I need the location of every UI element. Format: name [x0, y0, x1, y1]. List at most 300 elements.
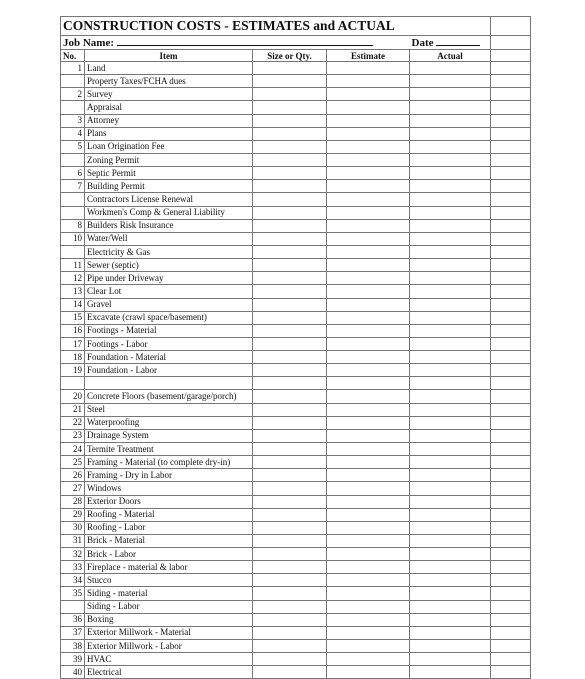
size-qty-cell[interactable] — [253, 548, 327, 561]
extra-cell[interactable] — [491, 600, 531, 613]
size-qty-cell[interactable] — [253, 561, 327, 574]
extra-cell[interactable] — [491, 259, 531, 272]
actual-cell[interactable] — [410, 600, 491, 613]
actual-cell[interactable] — [410, 403, 491, 416]
table-row — [61, 640, 531, 653]
estimate-cell[interactable] — [327, 508, 410, 521]
extra-cell[interactable] — [491, 193, 531, 206]
table-row — [61, 469, 531, 482]
estimate-cell[interactable] — [327, 232, 410, 245]
estimate-cell[interactable] — [327, 561, 410, 574]
row-item: Land — [85, 62, 253, 75]
estimate-cell[interactable] — [327, 324, 410, 337]
extra-cell[interactable] — [491, 495, 531, 508]
extra-cell[interactable] — [491, 311, 531, 324]
estimate-cell[interactable] — [327, 442, 410, 455]
size-qty-cell[interactable] — [253, 390, 327, 403]
row-item: Footings - Material — [85, 324, 253, 337]
actual-cell[interactable] — [410, 101, 491, 114]
size-qty-cell[interactable] — [253, 245, 327, 258]
size-qty-cell[interactable] — [253, 311, 327, 324]
size-qty-cell[interactable] — [253, 75, 327, 88]
size-qty-cell[interactable] — [253, 626, 327, 639]
row-item: Electricity & Gas — [85, 245, 253, 258]
actual-cell[interactable] — [410, 337, 491, 350]
row-number: 7 — [61, 180, 85, 193]
row-item: Foundation - Material — [85, 351, 253, 364]
actual-cell[interactable] — [410, 351, 491, 364]
actual-cell[interactable] — [410, 75, 491, 88]
table-row — [61, 534, 531, 547]
extra-cell[interactable] — [491, 114, 531, 127]
job-name-label: Job Name: — [63, 37, 115, 49]
row-number: 26 — [61, 469, 85, 482]
size-qty-cell[interactable] — [253, 62, 327, 75]
estimate-cell[interactable] — [327, 101, 410, 114]
size-qty-cell[interactable] — [253, 219, 327, 232]
row-number: 40 — [61, 666, 85, 679]
estimate-cell[interactable] — [327, 75, 410, 88]
table-row — [61, 232, 531, 245]
estimate-cell[interactable] — [327, 311, 410, 324]
actual-cell[interactable] — [410, 429, 491, 442]
extra-cell[interactable] — [491, 62, 531, 75]
estimate-cell[interactable] — [327, 88, 410, 101]
size-qty-cell[interactable] — [253, 442, 327, 455]
actual-cell[interactable] — [410, 193, 491, 206]
extra-cell[interactable] — [491, 232, 531, 245]
table-row — [61, 180, 531, 193]
row-item: Building Permit — [85, 180, 253, 193]
size-qty-cell[interactable] — [253, 298, 327, 311]
size-qty-cell[interactable] — [253, 403, 327, 416]
table-row — [61, 442, 531, 455]
estimate-cell[interactable] — [327, 272, 410, 285]
row-item: Survey — [85, 88, 253, 101]
extra-cell[interactable] — [491, 377, 531, 390]
estimate-cell[interactable] — [327, 456, 410, 469]
size-qty-cell[interactable] — [253, 193, 327, 206]
table-row — [61, 495, 531, 508]
table-row — [61, 587, 531, 600]
size-qty-cell[interactable] — [253, 587, 327, 600]
table-row — [61, 140, 531, 153]
row-number: 14 — [61, 298, 85, 311]
actual-cell[interactable] — [410, 88, 491, 101]
size-qty-cell[interactable] — [253, 469, 327, 482]
estimate-cell[interactable] — [327, 666, 410, 679]
row-number — [61, 193, 85, 206]
estimate-cell[interactable] — [327, 285, 410, 298]
header-size: Size or Qty. — [253, 50, 327, 62]
table-row — [61, 626, 531, 639]
table-row — [61, 298, 531, 311]
estimate-cell[interactable] — [327, 298, 410, 311]
table-row — [61, 521, 531, 534]
row-item: Electrical — [85, 666, 253, 679]
date-cell[interactable] — [410, 36, 491, 50]
size-qty-cell[interactable] — [253, 666, 327, 679]
actual-cell[interactable] — [410, 548, 491, 561]
estimate-cell[interactable] — [327, 206, 410, 219]
table-row — [61, 167, 531, 180]
size-qty-cell[interactable] — [253, 364, 327, 377]
table-row — [61, 285, 531, 298]
row-number: 19 — [61, 364, 85, 377]
actual-cell[interactable] — [410, 298, 491, 311]
table-row — [61, 311, 531, 324]
estimate-cell[interactable] — [327, 613, 410, 626]
row-item: Siding - material — [85, 587, 253, 600]
row-item: Sewer (septic) — [85, 259, 253, 272]
row-item: Clear Lot — [85, 285, 253, 298]
row-number — [61, 377, 85, 390]
extra-cell[interactable] — [491, 324, 531, 337]
table-row — [61, 429, 531, 442]
row-number — [61, 153, 85, 166]
row-item: Zoning Permit — [85, 153, 253, 166]
estimate-cell[interactable] — [327, 114, 410, 127]
extra-cell[interactable] — [491, 101, 531, 114]
table-row — [61, 153, 531, 166]
extra-cell[interactable] — [491, 127, 531, 140]
actual-cell[interactable] — [410, 127, 491, 140]
row-item: Boxing — [85, 613, 253, 626]
size-qty-cell[interactable] — [253, 153, 327, 166]
row-item: Termite Treatment — [85, 442, 253, 455]
row-number: 1 — [61, 62, 85, 75]
estimate-cell[interactable] — [327, 377, 410, 390]
extra-cell[interactable] — [491, 403, 531, 416]
table-row — [61, 219, 531, 232]
date-label: Date — [411, 37, 434, 49]
estimate-cell[interactable] — [327, 574, 410, 587]
actual-cell[interactable] — [410, 587, 491, 600]
extra-cell[interactable] — [491, 219, 531, 232]
extra-cell[interactable] — [491, 482, 531, 495]
extra-cell[interactable] — [491, 666, 531, 679]
estimate-cell[interactable] — [327, 469, 410, 482]
row-item: Footings - Labor — [85, 337, 253, 350]
table-row — [61, 62, 531, 75]
extra-cell[interactable] — [491, 364, 531, 377]
row-number — [61, 600, 85, 613]
header-estimate: Estimate — [327, 50, 410, 62]
extra-cell[interactable] — [491, 640, 531, 653]
cost-sheet — [60, 16, 530, 679]
row-item: Concrete Floors (basement/garage/porch) — [85, 390, 253, 403]
row-number — [61, 245, 85, 258]
row-item: HVAC — [85, 653, 253, 666]
estimate-cell[interactable] — [327, 337, 410, 350]
actual-cell[interactable] — [410, 311, 491, 324]
actual-cell[interactable] — [410, 206, 491, 219]
row-number: 32 — [61, 548, 85, 561]
estimate-cell[interactable] — [327, 219, 410, 232]
size-qty-cell[interactable] — [253, 613, 327, 626]
estimate-cell[interactable] — [327, 600, 410, 613]
estimate-cell[interactable] — [327, 153, 410, 166]
table-row — [61, 548, 531, 561]
extra-cell[interactable] — [491, 416, 531, 429]
row-number — [61, 101, 85, 114]
date-field[interactable] — [436, 36, 480, 46]
actual-cell[interactable] — [410, 153, 491, 166]
table-row — [61, 259, 531, 272]
extra-cell[interactable] — [491, 521, 531, 534]
table-row — [61, 101, 531, 114]
estimate-cell[interactable] — [327, 495, 410, 508]
actual-cell[interactable] — [410, 167, 491, 180]
row-item: Siding - Labor — [85, 600, 253, 613]
row-number: 31 — [61, 534, 85, 547]
size-qty-cell[interactable] — [253, 206, 327, 219]
size-qty-cell[interactable] — [253, 337, 327, 350]
row-item: Water/Well — [85, 232, 253, 245]
extra-cell[interactable] — [491, 587, 531, 600]
extra-cell[interactable] — [491, 613, 531, 626]
table-row — [61, 456, 531, 469]
extra-cell[interactable] — [491, 167, 531, 180]
actual-cell[interactable] — [410, 613, 491, 626]
table-row — [61, 75, 531, 88]
actual-cell[interactable] — [410, 245, 491, 258]
extra-cell[interactable] — [491, 390, 531, 403]
extra-cell[interactable] — [491, 442, 531, 455]
actual-cell[interactable] — [410, 232, 491, 245]
size-qty-cell[interactable] — [253, 377, 327, 390]
size-qty-cell[interactable] — [253, 167, 327, 180]
row-number: 23 — [61, 429, 85, 442]
table-row — [61, 666, 531, 679]
row-number: 29 — [61, 508, 85, 521]
size-qty-cell[interactable] — [253, 508, 327, 521]
row-number: 28 — [61, 495, 85, 508]
row-number: 4 — [61, 127, 85, 140]
estimate-cell[interactable] — [327, 193, 410, 206]
actual-cell[interactable] — [410, 574, 491, 587]
extra-cell[interactable] — [491, 245, 531, 258]
size-qty-cell[interactable] — [253, 574, 327, 587]
row-number: 39 — [61, 653, 85, 666]
job-name-field[interactable] — [117, 36, 373, 46]
job-name-cell[interactable] — [61, 36, 410, 50]
row-item: Plans — [85, 127, 253, 140]
actual-cell[interactable] — [410, 390, 491, 403]
table-row — [61, 351, 531, 364]
size-qty-cell[interactable] — [253, 101, 327, 114]
row-number: 3 — [61, 114, 85, 127]
row-item: Brick - Labor — [85, 548, 253, 561]
table-row — [61, 508, 531, 521]
row-item: Stucco — [85, 574, 253, 587]
extra-cell[interactable] — [491, 206, 531, 219]
actual-cell[interactable] — [410, 180, 491, 193]
size-qty-cell[interactable] — [253, 600, 327, 613]
extra-cell[interactable] — [491, 534, 531, 547]
estimate-cell[interactable] — [327, 587, 410, 600]
size-qty-cell[interactable] — [253, 324, 327, 337]
extra-cell[interactable] — [491, 508, 531, 521]
size-qty-cell[interactable] — [253, 285, 327, 298]
estimate-cell[interactable] — [327, 167, 410, 180]
row-item: Foundation - Labor — [85, 364, 253, 377]
actual-cell[interactable] — [410, 521, 491, 534]
estimate-cell[interactable] — [327, 534, 410, 547]
extra-cell[interactable] — [491, 88, 531, 101]
size-qty-cell[interactable] — [253, 232, 327, 245]
actual-cell[interactable] — [410, 285, 491, 298]
row-item: Framing - Material (to complete dry-in) — [85, 456, 253, 469]
row-number: 21 — [61, 403, 85, 416]
size-qty-cell[interactable] — [253, 351, 327, 364]
estimate-cell[interactable] — [327, 245, 410, 258]
row-item: Septic Permit — [85, 167, 253, 180]
actual-cell[interactable] — [410, 324, 491, 337]
size-qty-cell[interactable] — [253, 534, 327, 547]
estimate-cell[interactable] — [327, 626, 410, 639]
estimate-cell[interactable] — [327, 259, 410, 272]
table-row — [61, 574, 531, 587]
row-number: 11 — [61, 259, 85, 272]
actual-cell[interactable] — [410, 219, 491, 232]
size-qty-cell[interactable] — [253, 640, 327, 653]
extra-cell[interactable] — [491, 469, 531, 482]
estimate-cell[interactable] — [327, 521, 410, 534]
size-qty-cell[interactable] — [253, 482, 327, 495]
actual-cell[interactable] — [410, 666, 491, 679]
row-number: 15 — [61, 311, 85, 324]
extra-cell[interactable] — [491, 285, 531, 298]
actual-cell[interactable] — [410, 272, 491, 285]
row-number — [61, 206, 85, 219]
actual-cell[interactable] — [410, 534, 491, 547]
estimate-cell[interactable] — [327, 390, 410, 403]
actual-cell[interactable] — [410, 114, 491, 127]
extra-cell[interactable] — [491, 298, 531, 311]
actual-cell[interactable] — [410, 442, 491, 455]
row-number: 38 — [61, 640, 85, 653]
actual-cell[interactable] — [410, 140, 491, 153]
table-row — [61, 127, 531, 140]
extra-cell[interactable] — [491, 75, 531, 88]
row-number: 17 — [61, 337, 85, 350]
table-row — [61, 364, 531, 377]
extra-cell[interactable] — [491, 561, 531, 574]
extra-cell[interactable] — [491, 429, 531, 442]
size-qty-cell[interactable] — [253, 272, 327, 285]
table-row — [61, 193, 531, 206]
row-number: 22 — [61, 416, 85, 429]
size-qty-cell[interactable] — [253, 456, 327, 469]
row-number: 18 — [61, 351, 85, 364]
actual-cell[interactable] — [410, 508, 491, 521]
actual-cell[interactable] — [410, 377, 491, 390]
actual-cell[interactable] — [410, 626, 491, 639]
row-number: 24 — [61, 442, 85, 455]
table-row — [61, 600, 531, 613]
actual-cell[interactable] — [410, 561, 491, 574]
row-item: Exterior Doors — [85, 495, 253, 508]
actual-cell[interactable] — [410, 482, 491, 495]
estimate-cell[interactable] — [327, 62, 410, 75]
size-qty-cell[interactable] — [253, 140, 327, 153]
size-qty-cell[interactable] — [253, 114, 327, 127]
size-qty-cell[interactable] — [253, 180, 327, 193]
actual-cell[interactable] — [410, 259, 491, 272]
table-row — [61, 377, 531, 390]
extra-cell[interactable] — [491, 180, 531, 193]
title-row — [61, 17, 531, 36]
row-item: Steel — [85, 403, 253, 416]
row-number: 10 — [61, 232, 85, 245]
row-item: Builders Risk Insurance — [85, 219, 253, 232]
estimate-cell[interactable] — [327, 403, 410, 416]
extra-cell[interactable] — [491, 351, 531, 364]
estimate-cell[interactable] — [327, 351, 410, 364]
estimate-cell[interactable] — [327, 180, 410, 193]
extra-cell[interactable] — [491, 140, 531, 153]
row-item: Loan Origination Fee — [85, 140, 253, 153]
row-number: 36 — [61, 613, 85, 626]
extra-cell[interactable] — [491, 337, 531, 350]
row-item: Exterior Millwork - Material — [85, 626, 253, 639]
estimate-cell[interactable] — [327, 416, 410, 429]
size-qty-cell[interactable] — [253, 521, 327, 534]
estimate-cell[interactable] — [327, 127, 410, 140]
header-row — [61, 50, 531, 62]
estimate-cell[interactable] — [327, 140, 410, 153]
row-number: 2 — [61, 88, 85, 101]
size-qty-cell[interactable] — [253, 259, 327, 272]
size-qty-cell[interactable] — [253, 429, 327, 442]
row-item: Brick - Material — [85, 534, 253, 547]
row-number: 37 — [61, 626, 85, 639]
estimate-cell[interactable] — [327, 640, 410, 653]
estimate-cell[interactable] — [327, 364, 410, 377]
actual-cell[interactable] — [410, 469, 491, 482]
size-qty-cell[interactable] — [253, 495, 327, 508]
actual-cell[interactable] — [410, 62, 491, 75]
estimate-cell[interactable] — [327, 429, 410, 442]
row-item: Exterior Millwork - Labor — [85, 640, 253, 653]
table-row — [61, 416, 531, 429]
size-qty-cell[interactable] — [253, 416, 327, 429]
extra-cell[interactable] — [491, 626, 531, 639]
row-number: 35 — [61, 587, 85, 600]
size-qty-cell[interactable] — [253, 88, 327, 101]
actual-cell[interactable] — [410, 456, 491, 469]
row-number: 5 — [61, 140, 85, 153]
table-row — [61, 403, 531, 416]
estimate-cell[interactable] — [327, 548, 410, 561]
row-number: 20 — [61, 390, 85, 403]
actual-cell[interactable] — [410, 640, 491, 653]
estimate-cell[interactable] — [327, 482, 410, 495]
extra-cell[interactable] — [491, 548, 531, 561]
row-number: 12 — [61, 272, 85, 285]
extra-cell[interactable] — [491, 456, 531, 469]
actual-cell[interactable] — [410, 364, 491, 377]
size-qty-cell[interactable] — [253, 127, 327, 140]
table-row — [61, 613, 531, 626]
extra-cell[interactable] — [491, 272, 531, 285]
actual-cell[interactable] — [410, 416, 491, 429]
extra-cell[interactable] — [491, 153, 531, 166]
extra-cell[interactable] — [491, 574, 531, 587]
row-item: Roofing - Material — [85, 508, 253, 521]
actual-cell[interactable] — [410, 495, 491, 508]
